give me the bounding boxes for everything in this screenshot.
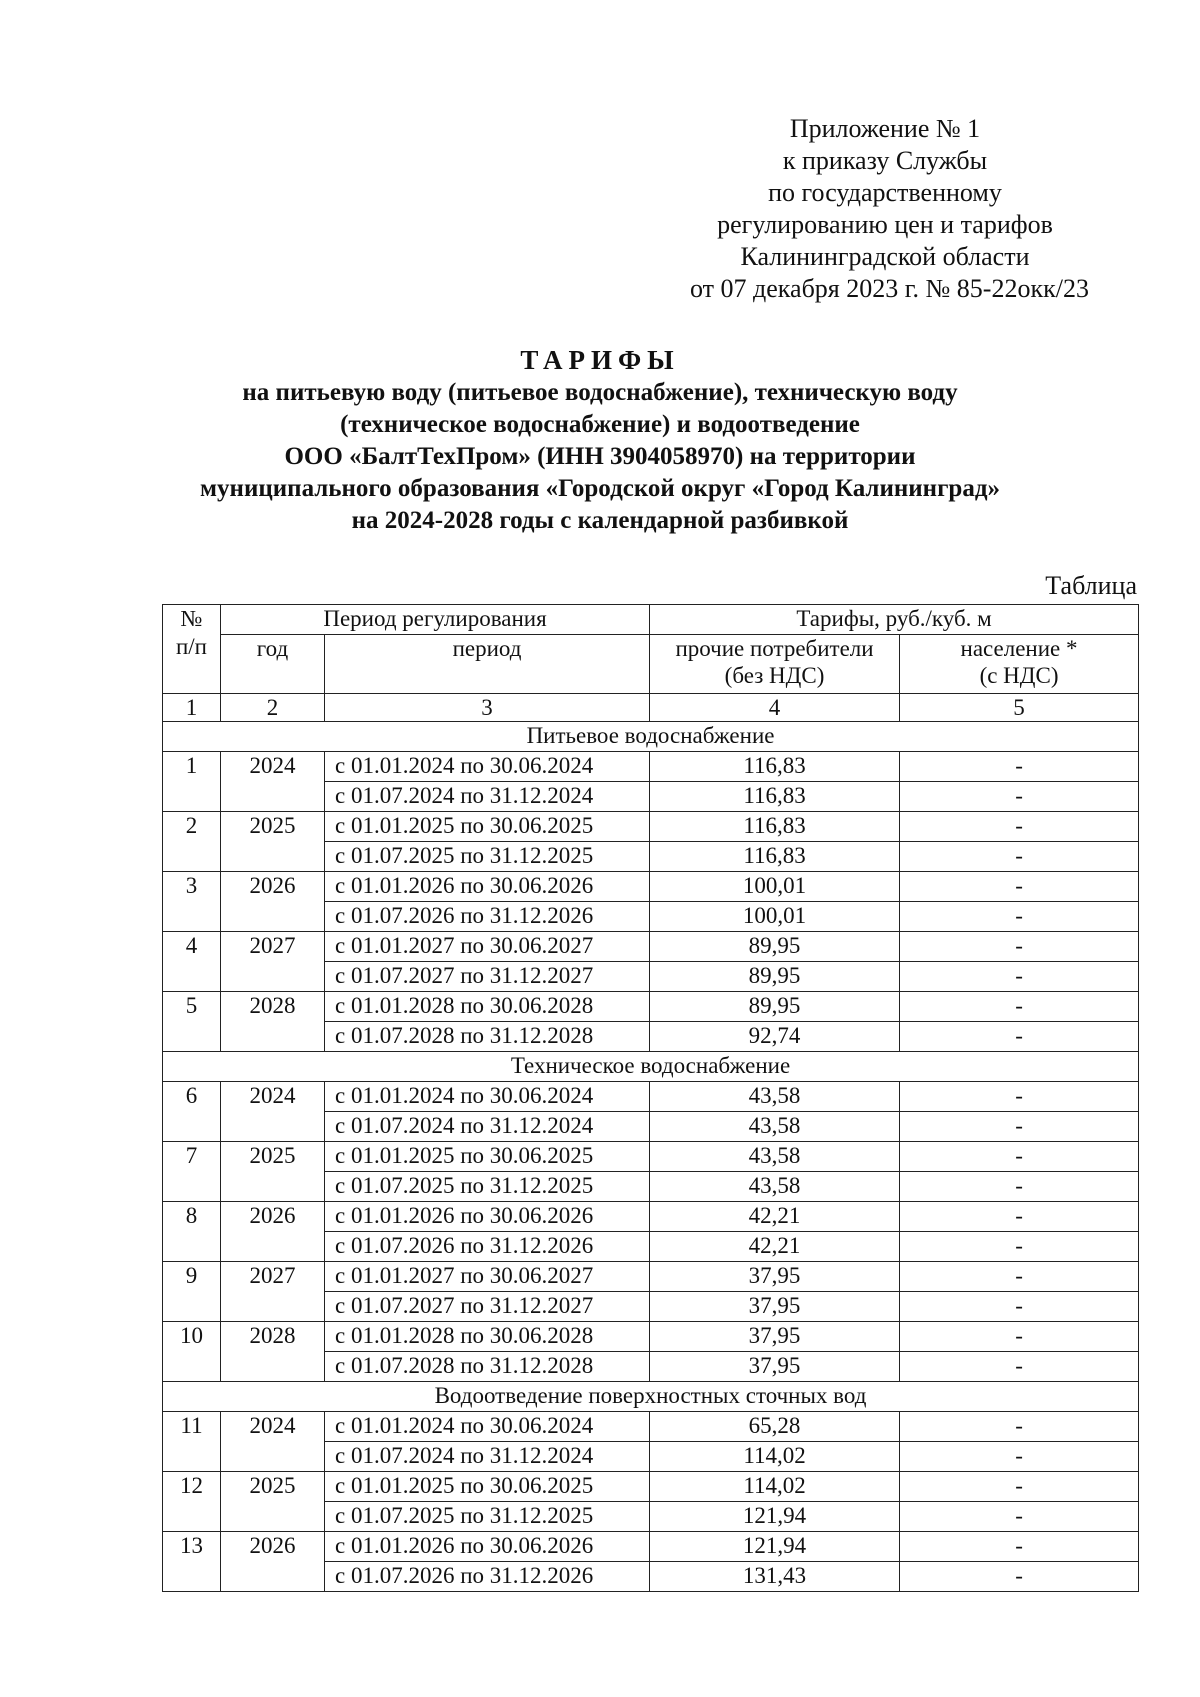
- row-tariff-population: -: [900, 1112, 1139, 1142]
- header-population-cell: [900, 635, 1139, 694]
- row-period: с 01.07.2028 по 31.12.2028: [325, 1022, 650, 1052]
- row-tariff-population: -: [900, 782, 1139, 812]
- column-number: 1: [163, 694, 221, 722]
- row-period: с 01.01.2027 по 30.06.2027: [325, 932, 650, 962]
- column-number: 2: [221, 694, 325, 722]
- row-tariff-other: 116,83: [650, 842, 900, 872]
- table-row: [163, 932, 1139, 962]
- row-tariff-other: 114,02: [650, 1472, 900, 1502]
- row-tariff-population: -: [900, 1022, 1139, 1052]
- row-period: с 01.01.2028 по 30.06.2028: [325, 1322, 650, 1352]
- table-row: [163, 1082, 1139, 1112]
- appendix-line: регулированию цен и тарифов: [717, 210, 1053, 239]
- row-period: с 01.07.2026 по 31.12.2026: [325, 902, 650, 932]
- row-period: с 01.07.2025 по 31.12.2025: [325, 1172, 650, 1202]
- row-tariff-other: 37,95: [650, 1292, 900, 1322]
- row-period: с 01.01.2027 по 30.06.2027: [325, 1262, 650, 1292]
- table-row: [163, 992, 1139, 1022]
- row-period: с 01.07.2027 по 31.12.2027: [325, 1292, 650, 1322]
- row-tariff-other: 100,01: [650, 872, 900, 902]
- row-year: 2026: [221, 1532, 325, 1592]
- row-period: с 01.01.2028 по 30.06.2028: [325, 992, 650, 1022]
- column-number-row: [163, 694, 1139, 722]
- header-period-group: Период регулирования: [221, 605, 650, 635]
- row-tariff-other: 37,95: [650, 1352, 900, 1382]
- row-number: 9: [163, 1262, 221, 1322]
- appendix-line: Приложение № 1: [789, 114, 981, 143]
- tariff-table: [162, 604, 1139, 1592]
- header-tariff-group: Тарифы, руб./куб. м: [650, 605, 1139, 635]
- row-tariff-population: -: [900, 1172, 1139, 1202]
- row-tariff-other: 116,83: [650, 752, 900, 782]
- row-period: с 01.07.2024 по 31.12.2024: [325, 1442, 650, 1472]
- row-tariff-population: -: [900, 1442, 1139, 1472]
- row-year: 2025: [221, 812, 325, 872]
- row-year: 2026: [221, 1202, 325, 1262]
- subtitle-line: на 2024-2028 годы с календарной разбивкой: [351, 507, 849, 534]
- row-tariff-population: -: [900, 902, 1139, 932]
- table-row: [163, 812, 1139, 842]
- row-tariff-population: -: [900, 1292, 1139, 1322]
- row-year: 2025: [221, 1472, 325, 1532]
- row-period: с 01.01.2026 по 30.06.2026: [325, 1202, 650, 1232]
- row-tariff-other: 42,21: [650, 1202, 900, 1232]
- header-period: период: [325, 635, 650, 694]
- table-header-row: [163, 635, 1139, 694]
- row-period: с 01.01.2024 по 30.06.2024: [325, 1082, 650, 1112]
- row-tariff-population: -: [900, 962, 1139, 992]
- section-header-row: [163, 1382, 1139, 1412]
- header-num: №: [180, 606, 203, 631]
- column-number: 5: [900, 694, 1139, 722]
- appendix-line: к приказу Службы: [782, 146, 988, 175]
- header-other-consumers-cell: [650, 635, 900, 694]
- row-tariff-other: 116,83: [650, 782, 900, 812]
- header-num-2: п/п: [175, 634, 207, 659]
- row-number: 12: [163, 1472, 221, 1532]
- row-period: с 01.07.2027 по 31.12.2027: [325, 962, 650, 992]
- row-number: 10: [163, 1322, 221, 1382]
- row-number: 3: [163, 872, 221, 932]
- row-period: с 01.07.2025 по 31.12.2025: [325, 842, 650, 872]
- row-number: 11: [163, 1412, 221, 1472]
- row-tariff-population: -: [900, 872, 1139, 902]
- row-period: с 01.07.2024 по 31.12.2024: [325, 782, 650, 812]
- row-tariff-other: 114,02: [650, 1442, 900, 1472]
- row-year: 2025: [221, 1142, 325, 1202]
- row-tariff-population: -: [900, 1352, 1139, 1382]
- row-tariff-other: 43,58: [650, 1172, 900, 1202]
- row-year: 2027: [221, 1262, 325, 1322]
- row-tariff-other: 42,21: [650, 1232, 900, 1262]
- section-header-row: [163, 1052, 1139, 1082]
- row-number: 8: [163, 1202, 221, 1262]
- section-title: Водоотведение поверхностных сточных вод: [163, 1382, 1139, 1412]
- section-title: Техническое водоснабжение: [163, 1052, 1139, 1082]
- row-tariff-population: -: [900, 1202, 1139, 1232]
- row-period: с 01.01.2025 по 30.06.2025: [325, 812, 650, 842]
- subtitle-line: ООО «БалтТехПром» (ИНН 3904058970) на территории: [284, 443, 916, 470]
- header-population-note: (с НДС): [979, 663, 1059, 688]
- header-population: население *: [960, 636, 1078, 661]
- row-tariff-other: 121,94: [650, 1532, 900, 1562]
- title-main: ТАРИФЫ: [520, 345, 680, 375]
- section-header-row: [163, 722, 1139, 752]
- row-tariff-other: 92,74: [650, 1022, 900, 1052]
- row-tariff-population: -: [900, 1412, 1139, 1442]
- appendix-line: от 07 декабря 2023 г. № 85-22окк/23: [690, 274, 1089, 303]
- header-other-consumers: прочие потребители: [675, 636, 874, 661]
- row-period: с 01.01.2025 по 30.06.2025: [325, 1472, 650, 1502]
- row-period: с 01.07.2028 по 31.12.2028: [325, 1352, 650, 1382]
- row-tariff-other: 100,01: [650, 902, 900, 932]
- row-tariff-other: 89,95: [650, 932, 900, 962]
- table-row: [163, 1532, 1139, 1562]
- column-number: 3: [325, 694, 650, 722]
- row-year: 2024: [221, 1412, 325, 1472]
- row-number: 1: [163, 752, 221, 812]
- row-tariff-other: 131,43: [650, 1562, 900, 1592]
- row-number: 4: [163, 932, 221, 992]
- appendix-block: [690, 113, 1089, 305]
- row-period: с 01.01.2026 по 30.06.2026: [325, 1532, 650, 1562]
- row-tariff-other: 116,83: [650, 812, 900, 842]
- row-number: 13: [163, 1532, 221, 1592]
- row-tariff-population: -: [900, 1082, 1139, 1112]
- row-year: 2024: [221, 1082, 325, 1142]
- row-tariff-other: 43,58: [650, 1142, 900, 1172]
- table-row: [163, 1142, 1139, 1172]
- table-header-row: [163, 605, 1139, 635]
- row-tariff-other: 65,28: [650, 1412, 900, 1442]
- document-title: [150, 343, 1050, 537]
- row-year: 2027: [221, 932, 325, 992]
- header-year: год: [221, 635, 325, 694]
- row-year: 2026: [221, 872, 325, 932]
- table-caption: Таблица: [1045, 571, 1137, 600]
- row-period: с 01.07.2026 по 31.12.2026: [325, 1562, 650, 1592]
- row-tariff-population: -: [900, 1262, 1139, 1292]
- subtitle-line: (техническое водоснабжение) и водоотведение: [340, 411, 860, 438]
- row-period: с 01.07.2024 по 31.12.2024: [325, 1112, 650, 1142]
- row-tariff-population: -: [900, 1142, 1139, 1172]
- row-number: 2: [163, 812, 221, 872]
- row-period: с 01.01.2026 по 30.06.2026: [325, 872, 650, 902]
- row-year: 2028: [221, 992, 325, 1052]
- row-tariff-other: 37,95: [650, 1262, 900, 1292]
- row-tariff-other: 89,95: [650, 962, 900, 992]
- section-title: Питьевое водоснабжение: [163, 722, 1139, 752]
- column-number: 4: [650, 694, 900, 722]
- subtitle-line: муниципального образования «Городской округ «Город Калининград»: [200, 475, 1000, 502]
- table-row: [163, 1412, 1139, 1442]
- table-row: [163, 1472, 1139, 1502]
- row-period: с 01.07.2025 по 31.12.2025: [325, 1502, 650, 1532]
- table-row: [163, 872, 1139, 902]
- table-row: [163, 1202, 1139, 1232]
- row-tariff-population: -: [900, 1322, 1139, 1352]
- row-year: 2024: [221, 752, 325, 812]
- table-row: [163, 1262, 1139, 1292]
- row-period: с 01.01.2024 по 30.06.2024: [325, 752, 650, 782]
- row-period: с 01.01.2025 по 30.06.2025: [325, 1142, 650, 1172]
- subtitle-line: на питьевую воду (питьевое водоснабжение), техническую воду: [242, 379, 958, 406]
- row-tariff-population: -: [900, 1562, 1139, 1592]
- header-num-cell: [163, 605, 221, 694]
- row-period: с 01.07.2026 по 31.12.2026: [325, 1232, 650, 1262]
- row-number: 6: [163, 1082, 221, 1142]
- row-tariff-population: -: [900, 1472, 1139, 1502]
- row-tariff-population: -: [900, 1502, 1139, 1532]
- row-tariff-population: -: [900, 1232, 1139, 1262]
- row-number: 5: [163, 992, 221, 1052]
- row-tariff-other: 43,58: [650, 1082, 900, 1112]
- row-tariff-population: -: [900, 1532, 1139, 1562]
- row-tariff-other: 121,94: [650, 1502, 900, 1532]
- row-tariff-other: 43,58: [650, 1112, 900, 1142]
- row-year: 2028: [221, 1322, 325, 1382]
- row-tariff-other: 37,95: [650, 1322, 900, 1352]
- row-tariff-population: -: [900, 752, 1139, 782]
- row-tariff-population: -: [900, 842, 1139, 872]
- row-period: с 01.01.2024 по 30.06.2024: [325, 1412, 650, 1442]
- appendix-line: Калининградской области: [740, 242, 1030, 271]
- header-other-consumers-note: (без НДС): [724, 663, 825, 688]
- row-number: 7: [163, 1142, 221, 1202]
- table-row: [163, 1322, 1139, 1352]
- table-row: [163, 752, 1139, 782]
- appendix-line: по государственному: [768, 178, 1002, 207]
- row-tariff-population: -: [900, 992, 1139, 1022]
- row-tariff-population: -: [900, 812, 1139, 842]
- row-tariff-other: 89,95: [650, 992, 900, 1022]
- row-tariff-population: -: [900, 932, 1139, 962]
